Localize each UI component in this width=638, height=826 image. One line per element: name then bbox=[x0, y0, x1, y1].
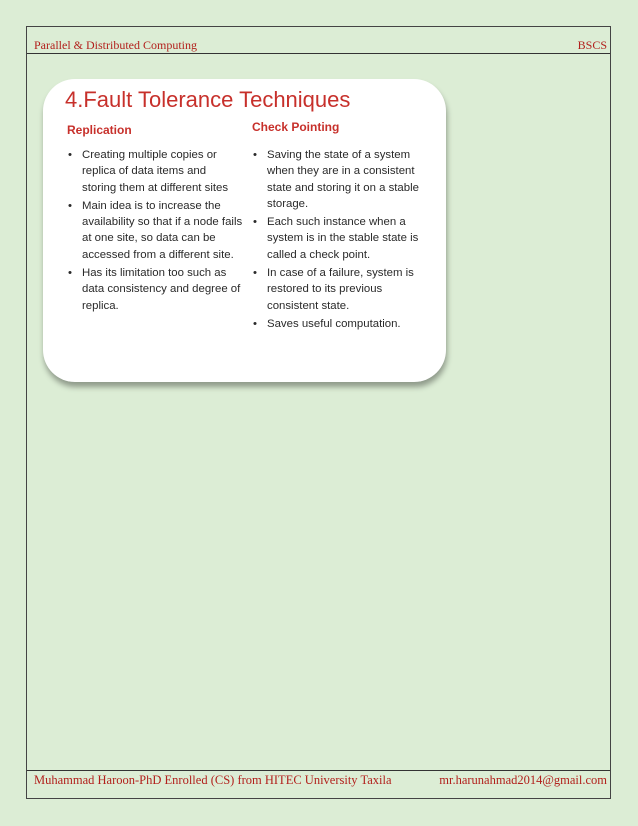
bullet-icon: • bbox=[253, 317, 257, 330]
bullet-item bbox=[67, 198, 243, 263]
bullet-icon: • bbox=[253, 216, 257, 229]
bullet-icon: • bbox=[68, 149, 72, 161]
footer-divider bbox=[27, 770, 610, 771]
bullet-item bbox=[252, 147, 432, 212]
header-divider bbox=[27, 53, 610, 54]
check-pointing-column bbox=[252, 120, 432, 334]
bullet-text: Creating multiple copies or replica of data items and storing them at different sites bbox=[82, 149, 229, 194]
bullet-item bbox=[67, 265, 243, 314]
footer-email: mr.harunahmad2014@gmail.com bbox=[439, 773, 607, 787]
replication-column bbox=[67, 123, 243, 316]
bullet-icon: • bbox=[253, 267, 257, 280]
slide-card bbox=[43, 79, 446, 382]
bullet-item bbox=[252, 316, 432, 332]
bullet-text: Saves useful computation. bbox=[267, 317, 401, 330]
slide-title: 4.Fault Tolerance Techniques bbox=[65, 87, 351, 112]
header-program: BSCS bbox=[577, 38, 607, 52]
bullet-list bbox=[67, 147, 243, 314]
column-heading: Replication bbox=[67, 123, 132, 137]
bullet-icon: • bbox=[68, 199, 72, 212]
bullet-item bbox=[252, 214, 432, 263]
column-heading: Check Pointing bbox=[252, 120, 340, 134]
bullet-text: Main idea is to increase the availability so that if a node fails at one site, so data can be accessed from a different site. bbox=[82, 199, 243, 261]
bullet-text: In case of a failure, system is restored to its previous consistent state. bbox=[267, 267, 414, 312]
bullet-text: Each such instance when a system is in the stable state is called a check point. bbox=[267, 216, 419, 261]
footer-author: Muhammad Haroon-PhD Enrolled (CS) from HITEC University Taxila bbox=[34, 773, 392, 787]
header-course-title: Parallel & Distributed Computing bbox=[34, 38, 197, 52]
bullet-icon: • bbox=[68, 267, 72, 280]
bullet-item bbox=[67, 147, 243, 196]
bullet-text: Has its limitation too such as data consistency and degree of replica. bbox=[82, 267, 241, 312]
bullet-list bbox=[252, 147, 432, 332]
bullet-icon: • bbox=[253, 149, 257, 161]
bullet-item bbox=[252, 265, 432, 314]
bullet-text: Saving the state of a system when they are in a consistent state and storing it on a stable storage. bbox=[267, 149, 419, 210]
